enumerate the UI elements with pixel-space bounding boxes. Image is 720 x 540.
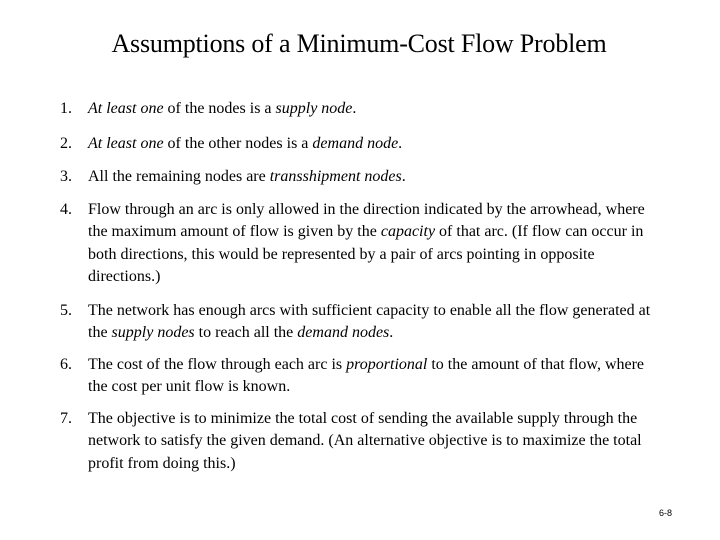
text-segment: to the amount of that flow, where the cost per unit flow is known. (88, 355, 645, 395)
text-segment: of that arc. (If flow can occur in both directions, this would be represented by a pair of arcs pointing in opposite directions.) (88, 223, 644, 285)
list-item (60, 133, 660, 156)
text-segment: The network has enough arcs with sufficient capacity to enable all the flow generated at the (88, 301, 651, 341)
text-segment: demand node (312, 134, 399, 152)
text-segment: At least one (88, 134, 164, 152)
text-segment: . (352, 100, 357, 117)
text-segment: Flow through an arc is only allowed in the direction indicated by the arrowhead, where the maximum amount of flow is given by the (88, 200, 645, 240)
item-number: 3. (60, 168, 72, 185)
assumptions-list (60, 98, 660, 475)
item-number: 4. (60, 200, 72, 218)
text-segment: . (401, 168, 406, 185)
item-number: 5. (60, 301, 72, 319)
item-text (88, 302, 650, 342)
item-text (88, 100, 356, 117)
list-item (60, 98, 660, 121)
slide-title: Assumptions of a Minimum-Cost Flow Problem (111, 29, 607, 58)
text-segment: of the nodes is a (163, 100, 276, 117)
item-text (88, 410, 642, 472)
text-segment: . (398, 134, 403, 152)
item-text (88, 201, 645, 286)
text-segment: proportional (346, 355, 428, 373)
text-segment: The cost of the flow through each arc is (88, 355, 347, 373)
list-item (60, 199, 660, 289)
text-segment: supply nodes (111, 324, 195, 341)
list-item (60, 300, 660, 345)
item-text (88, 135, 402, 152)
text-segment: capacity (380, 223, 436, 240)
text-segment: to reach all the (194, 324, 298, 341)
text-segment: The objective is to minimize the total cost of sending the available supply through the network to satisfy the given demand. (An alternative objective is to maximize the total profit from doing this.) (88, 409, 642, 472)
item-text (88, 356, 644, 396)
item-number: 6. (60, 355, 72, 373)
list-item (60, 166, 660, 189)
text-segment: supply node (275, 100, 353, 117)
text-segment: All the remaining nodes are (88, 168, 270, 185)
item-number: 2. (60, 134, 72, 152)
item-number: 7. (60, 409, 72, 427)
item-text (88, 168, 406, 185)
item-number: 1. (60, 100, 72, 117)
text-segment: transshipment nodes (269, 168, 402, 185)
text-segment: . (389, 324, 394, 341)
list-item (60, 354, 660, 399)
list-item (60, 408, 660, 476)
slide-number: 6-8 (658, 508, 672, 518)
text-segment: demand nodes (297, 324, 390, 341)
text-segment: of the other nodes is a (163, 134, 313, 152)
text-segment: At least one (88, 100, 164, 117)
